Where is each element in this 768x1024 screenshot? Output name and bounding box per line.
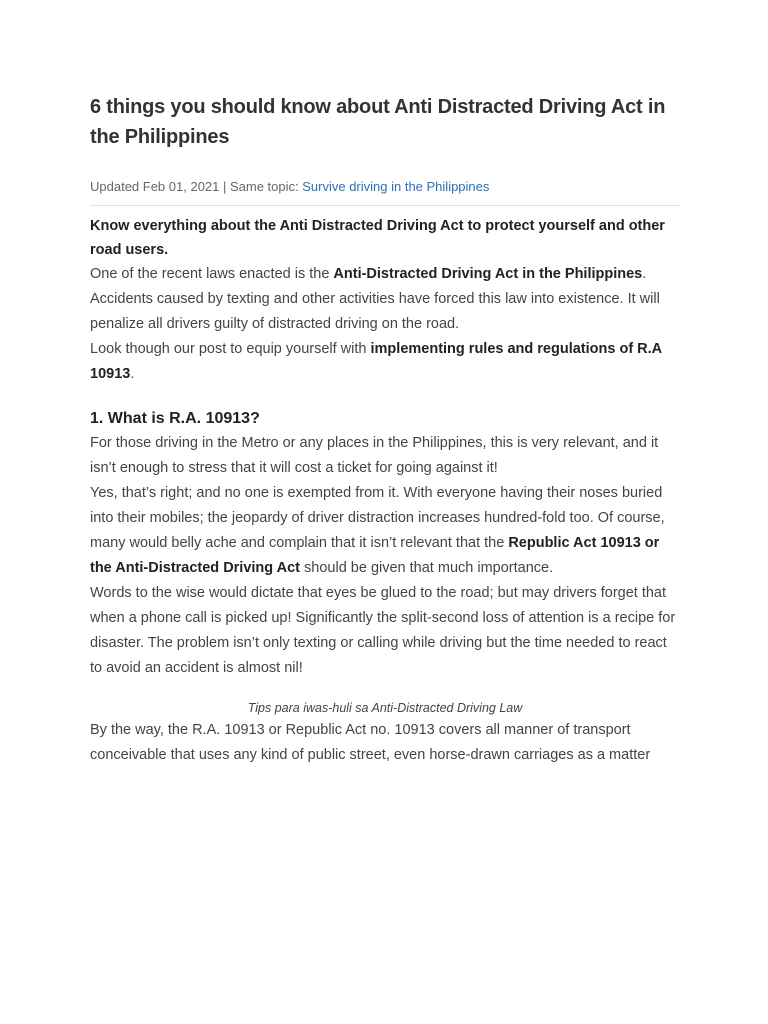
updated-date: Updated Feb 01, 2021 | Same topic:	[90, 179, 303, 194]
article-title: 6 things you should know about Anti Distracted Driving Act in the Philippines	[90, 96, 666, 148]
paragraph-relevance: For those driving in the Metro or any places in the Philippines, this is very relevant, and it isn’t enough to stress that it will cost a ticket for going against it!	[90, 435, 659, 476]
paragraph-warning: Words to the wise would dictate that eyes be glued to the road; but may drivers forget that when a phone call is picked up! Significantly the split-second loss of attention is a recipe for disaster. The problem isn’t only texting or calling while driving but the time needed to react to avoid an accident is almost nil!	[90, 585, 676, 676]
section-heading: 1. What is R.A. 10913?	[90, 410, 260, 427]
article	[90, 92, 680, 768]
paragraph-text: .	[130, 366, 135, 382]
paragraph-text: Yes, that’s right; and no one is exempted from it. With everyone having their noses buried into their mobiles; the jeopardy of driver distraction increases hundred-fold too. Of course, many would belly ache and complain that it isn’t relevant that the	[90, 485, 665, 551]
article-meta	[90, 178, 680, 196]
bold-text: Anti-Distracted Driving Act in the Philippines	[333, 266, 643, 282]
paragraph-exemption	[90, 481, 680, 581]
bold-text: Republic Act 10913 or the Anti-Distracted Driving Act	[90, 535, 660, 576]
topic-link[interactable]: Survive driving in the Philippines	[302, 179, 490, 194]
paragraph-irr	[90, 337, 680, 387]
bold-text: implementing rules and regulations of R.A 10913	[90, 341, 662, 382]
image-caption: Tips para iwas-huli sa Anti-Distracted Driving Law	[247, 701, 523, 715]
paragraph-text: One of the recent laws enacted is the	[90, 266, 334, 282]
paragraph-intro	[90, 262, 680, 337]
article-lead: Know everything about the Anti Distracted Driving Act to protect yourself and other road users.	[90, 218, 665, 258]
paragraph-coverage: By the way, the R.A. 10913 or Republic Act no. 10913 covers all manner of transport conceivable that uses any kind of public street, even horse-drawn carriages as a matter	[90, 722, 651, 763]
paragraph-text: Look though our post to equip yourself with	[90, 341, 371, 357]
meta-divider	[90, 205, 680, 206]
paragraph-text: . Accidents caused by texting and other activities have forced this law into existence. It will penalize all drivers guilty of distracted driving on the road.	[90, 266, 660, 332]
paragraph-text: should be given that much importance.	[300, 560, 554, 576]
